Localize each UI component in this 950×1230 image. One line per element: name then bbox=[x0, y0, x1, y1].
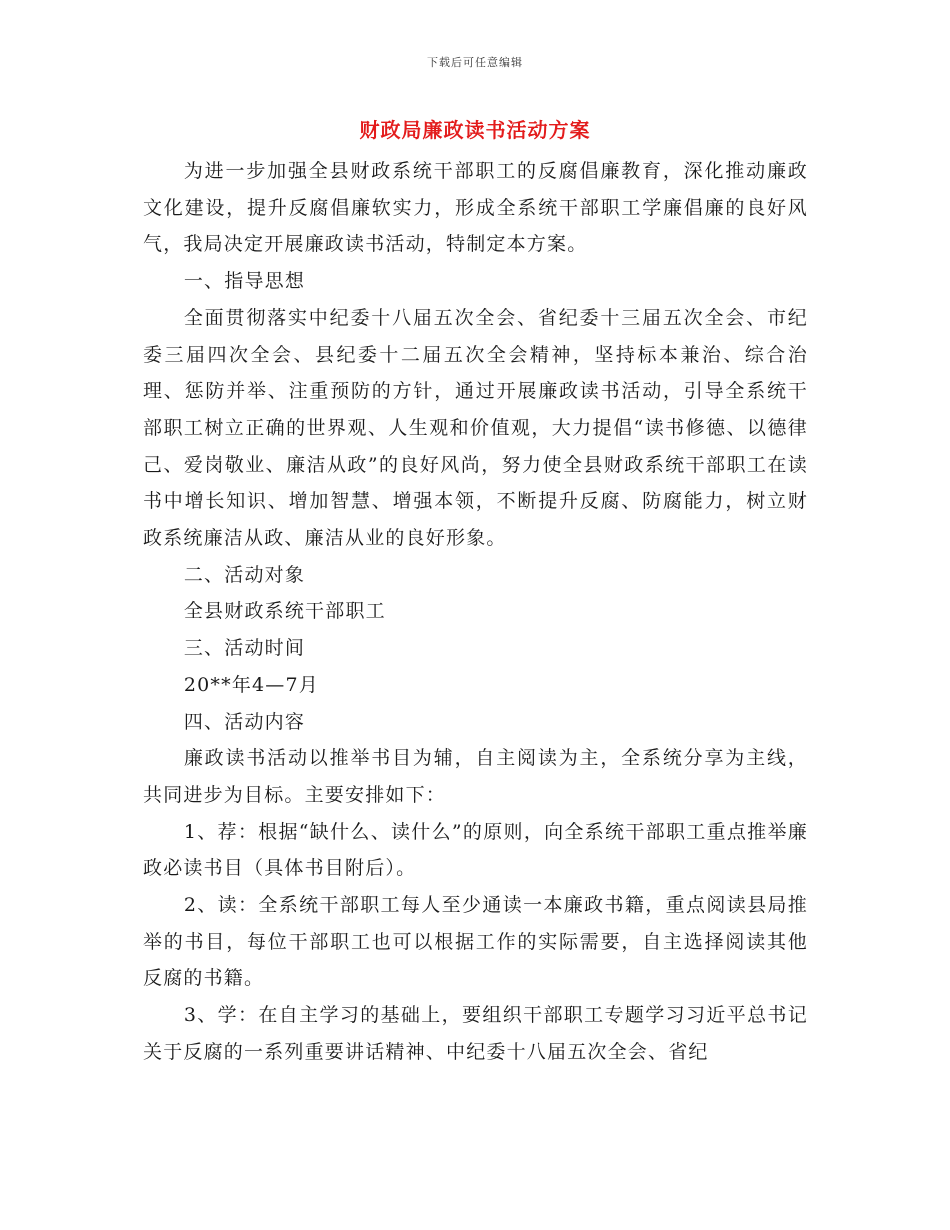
paragraph-intro: 为进一步加强全县财政系统干部职工的反腐倡廉教育，深化推动廉政文化建设，提升反腐倡廉软实力，形成全系统干部职工学廉倡廉的良好风气，我局决定开展廉政读书活动，特制定本方案。 bbox=[143, 160, 808, 256]
heading-activity-time: 三、活动时间 bbox=[183, 637, 306, 660]
paragraph-activity-content: 廉政读书活动以推举书目为辅，自主阅读为主，全系统分享为主线，共同进步为目标。主要安排如下： bbox=[143, 747, 808, 806]
document-title: 财政局廉政读书活动方案 bbox=[359, 118, 591, 142]
paragraph-activity-time: 20**年4—7月 bbox=[183, 673, 319, 696]
page-header-note: 下载后可任意编辑 bbox=[427, 56, 523, 69]
heading-activity-content: 四、活动内容 bbox=[183, 710, 306, 733]
paragraph-activity-target: 全县财政系统干部职工 bbox=[183, 600, 386, 623]
heading-activity-target: 二、活动对象 bbox=[183, 563, 306, 586]
heading-guiding-ideology: 一、指导思想 bbox=[183, 270, 306, 293]
document-body bbox=[143, 153, 808, 1071]
paragraph-item-read: 2、读：全系统干部职工每人至少通读一本廉政书籍，重点阅读县局推举的书目，每位干部职工也可以根据工作的实际需要，自主选择阅读其他反腐的书籍。 bbox=[143, 894, 808, 990]
paragraph-item-study: 3、学：在自主学习的基础上，要组织干部职工专题学习习近平总书记关于反腐的一系列重要讲话精神、中纪委十八届五次全会、省纪 bbox=[143, 1004, 808, 1063]
paragraph-guiding-ideology: 全面贯彻落实中纪委十八届五次全会、省纪委十三届五次全会、市纪委三届四次全会、县纪委十二届五次全会精神，坚持标本兼治、综合治理、惩防并举、注重预防的方针，通过开展廉政读书活动，引导全系统干部职工树立正确的世界观、人生观和价值观，大力提倡“读书修德、以德律己、爱岗敬业、廉洁从政”的良好风尚，努力使全县财政系统干部职工在读书中增长知识、增加智慧、增强本领，不断提升反腐、防腐能力，树立财政系统廉洁从政、廉洁从业的良好形象。 bbox=[143, 306, 808, 550]
paragraph-item-recommend: 1、荐：根据“缺什么、读什么”的原则，向全系统干部职工重点推举廉政必读书目（具体书目附后）。 bbox=[143, 820, 808, 880]
